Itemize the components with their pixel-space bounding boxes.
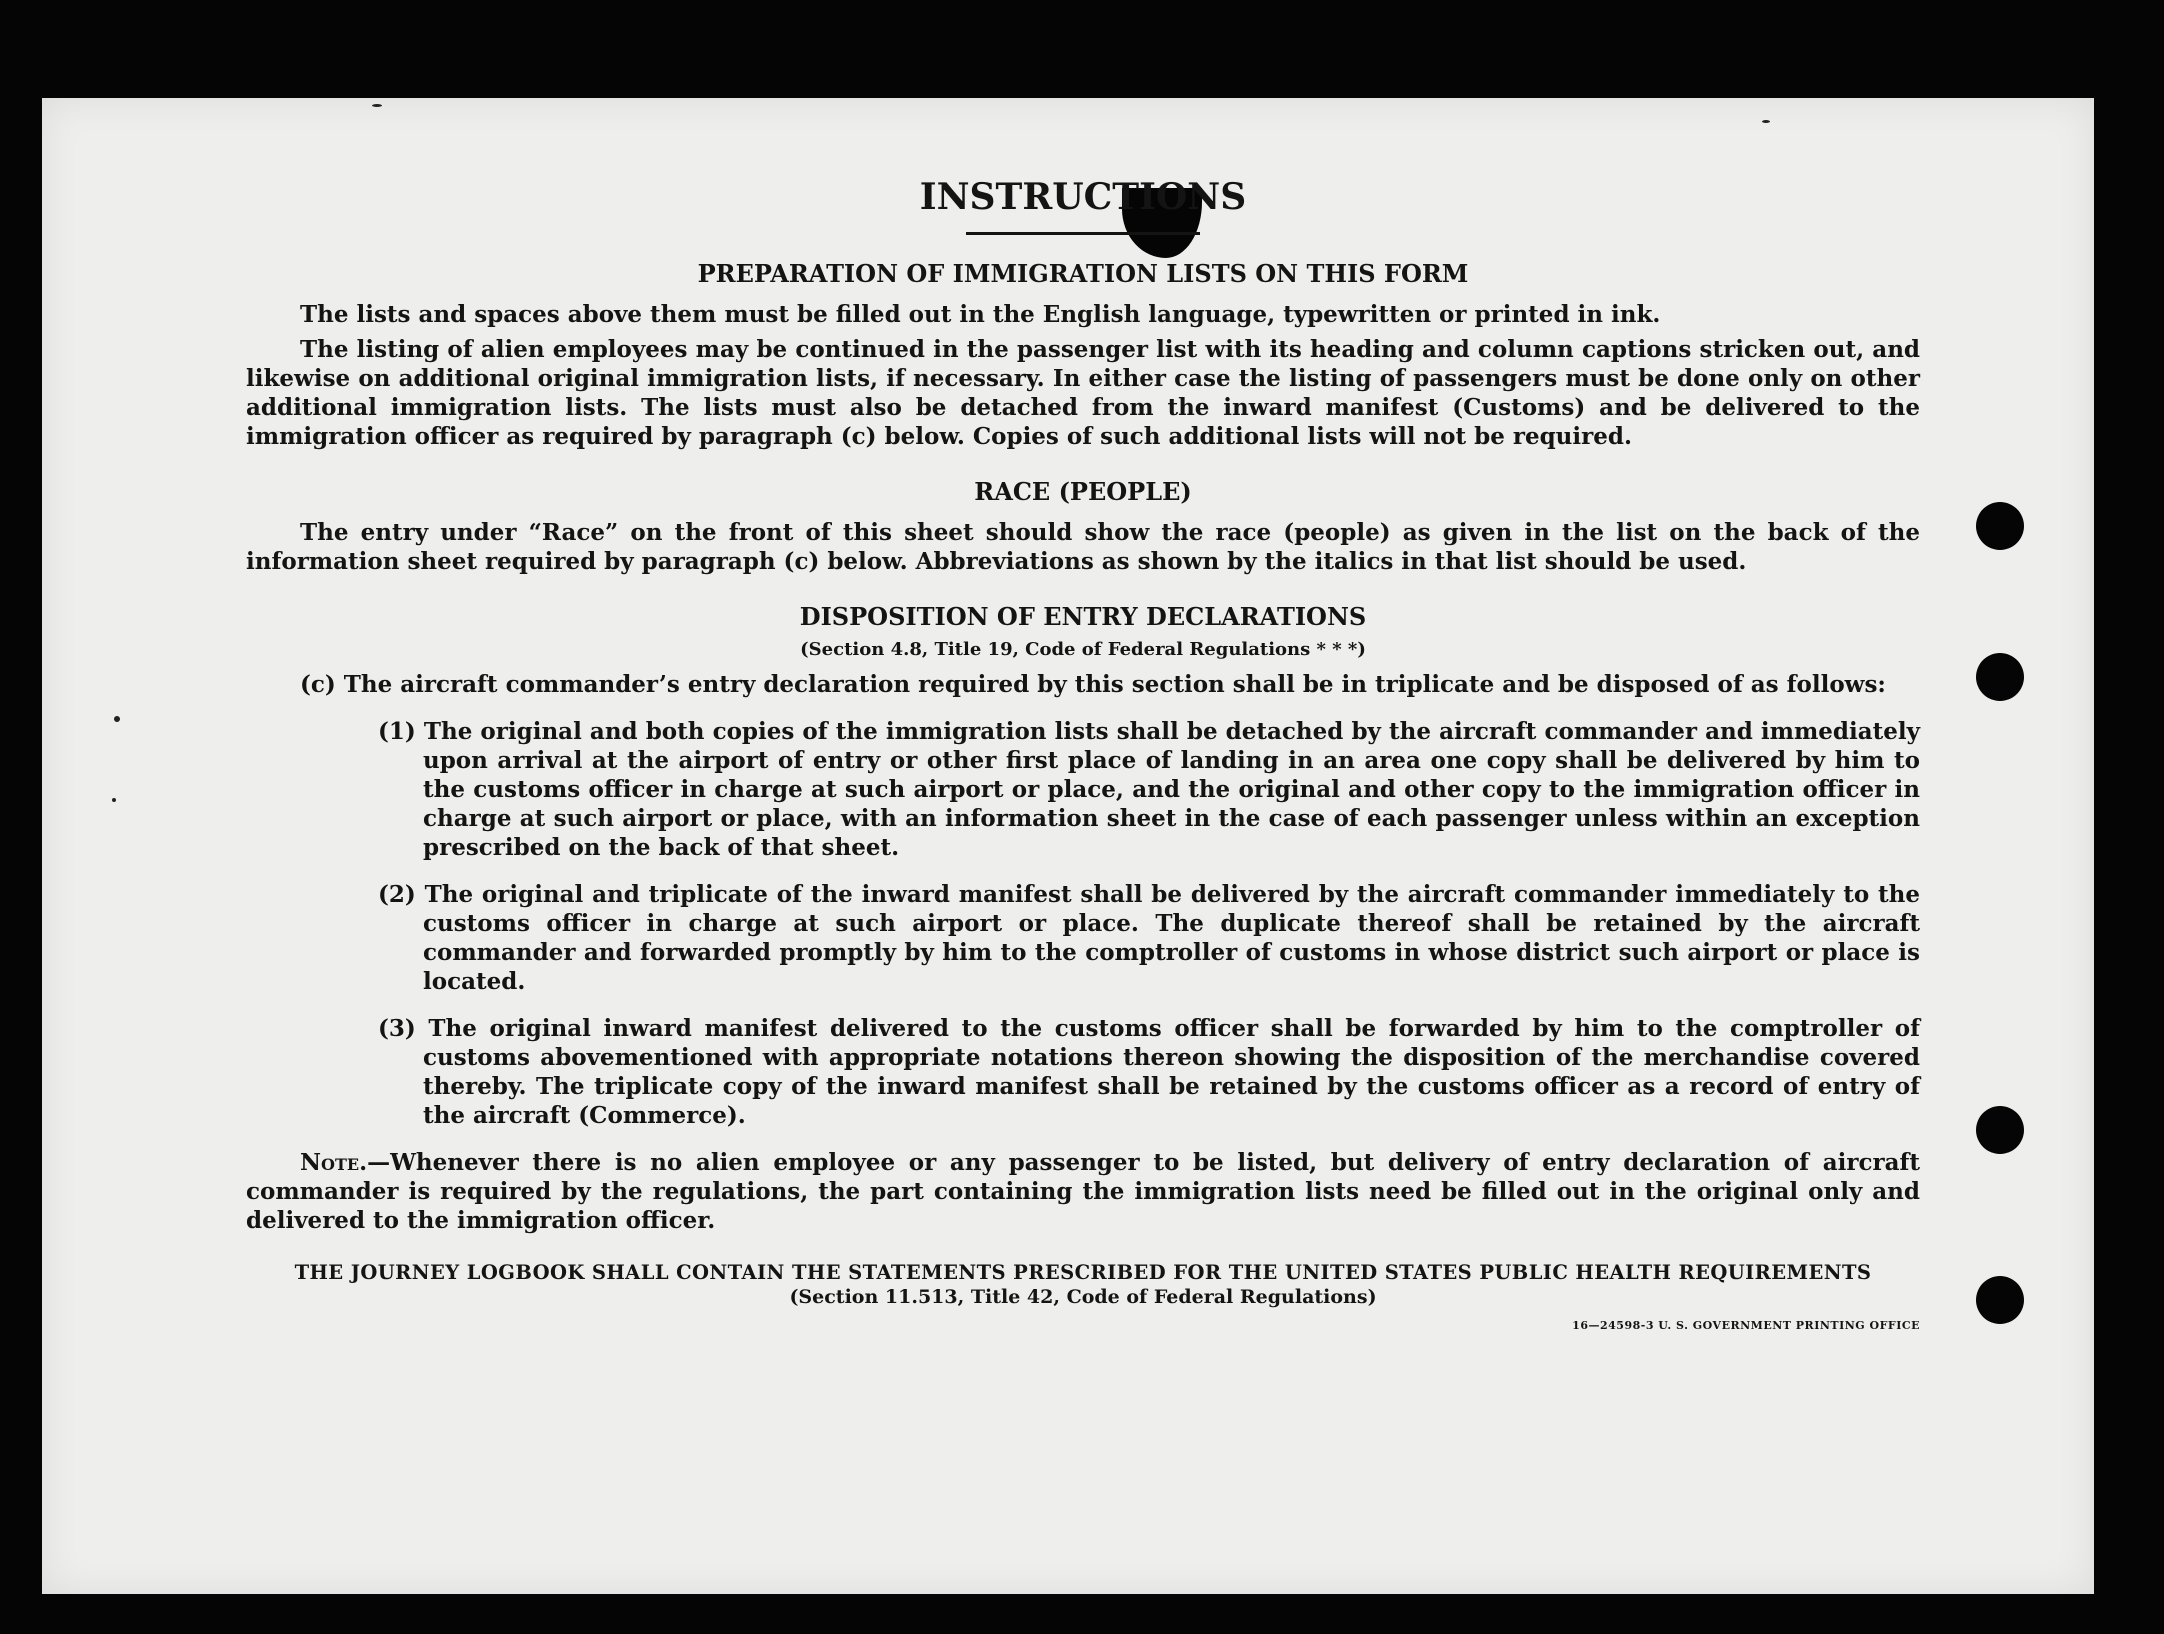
document-sheet: [42, 98, 2094, 1594]
disposition-clause-c: (c) The aircraft commander’s entry declaration required by this section shall be in triplicate and be disposed of as follows:: [300, 671, 1886, 698]
journey-logbook-citation: (Section 11.513, Title 42, Code of Federal Regulations): [789, 1286, 1377, 1308]
page-title: INSTRUCTIONS: [919, 176, 1247, 218]
ink-speck: [114, 716, 120, 722]
punch-hole: [1976, 1106, 2024, 1154]
ink-speck: [372, 104, 382, 107]
printing-office-footer: 16—24598-3 U. S. GOVERNMENT PRINTING OFFICE: [1572, 1319, 1920, 1332]
disposition-citation: (Section 4.8, Title 19, Code of Federal Regulations * * *): [800, 639, 1366, 660]
disposition-heading: DISPOSITION OF ENTRY DECLARATIONS: [799, 602, 1367, 631]
ink-speck: [1762, 120, 1770, 123]
disposition-item-1: (1) The original and both copies of the immigration lists shall be detached by the aircraft commander and immediately upon arrival at the airport of entry or other first place of landing in an area one copy shall be delivered by him to the customs officer in charge at such airport or place, and the original and other copy to the immigration officer in charge at such airport or place, with an information sheet in the case of each passenger unless within an exception prescribed on the back of that sheet.: [378, 718, 1920, 861]
race-heading: RACE (PEOPLE): [974, 477, 1192, 506]
disposition-item-3: (3) The original inward manifest delivered to the customs officer shall be forwarded by him to the comptroller of customs abovementioned with appropriate notations thereon showing the disposition of the merchandise covered thereby. The triplicate copy of the inward manifest shall be retained by the customs officer as a record of entry of the aircraft (Commerce).: [378, 1015, 1920, 1129]
preparation-paragraph-2: The listing of alien employees may be continued in the passenger list with its heading and column captions stricken out, and likewise on additional original immigration lists, if necessary. In either case the listing of passengers must be done only on other additional immigration lists. The lists must also be detached from the inward manifest (Customs) and be delivered to the immigration officer as required by paragraph (c) below. Copies of such additional lists will not be required.: [246, 336, 1920, 450]
disposition-item-2: (2) The original and triplicate of the inward manifest shall be delivered by the aircraft commander immediately to the customs officer in charge at such airport or place. The duplicate thereof shall be retained by the aircraft commander and forwarded promptly by him to the comptroller of customs in whose district such airport or place is located.: [378, 881, 1920, 995]
instructions-content: [246, 170, 1920, 1332]
ink-speck: [112, 798, 116, 802]
race-paragraph: The entry under “Race” on the front of this sheet should show the race (people) as given in the list on the back of the information sheet required by paragraph (c) below. Abbreviations as shown by the italics in that list should be used.: [246, 519, 1920, 575]
note-label: Note.: [300, 1149, 368, 1176]
punch-hole: [1976, 1276, 2024, 1324]
note-paragraph: [246, 1148, 1920, 1235]
title-underline: [966, 232, 1200, 235]
journey-logbook-statement: THE JOURNEY LOGBOOK SHALL CONTAIN THE STATEMENTS PRESCRIBED FOR THE UNITED STATES PUBLIC HEALTH REQUIREMENTS: [294, 1261, 1872, 1284]
note-text: —Whenever there is no alien employee or any passenger to be listed, but delivery of entry declaration of aircraft commander is required by the regulations, the part containing the immigration lists need be filled out in the original only and delivered to the immigration officer.: [246, 1149, 1920, 1234]
preparation-paragraph-1: The lists and spaces above them must be filled out in the English language, typewritten or printed in ink.: [300, 301, 1661, 328]
punch-hole: [1976, 653, 2024, 701]
preparation-heading: PREPARATION OF IMMIGRATION LISTS ON THIS FORM: [697, 259, 1469, 288]
punch-hole: [1976, 502, 2024, 550]
